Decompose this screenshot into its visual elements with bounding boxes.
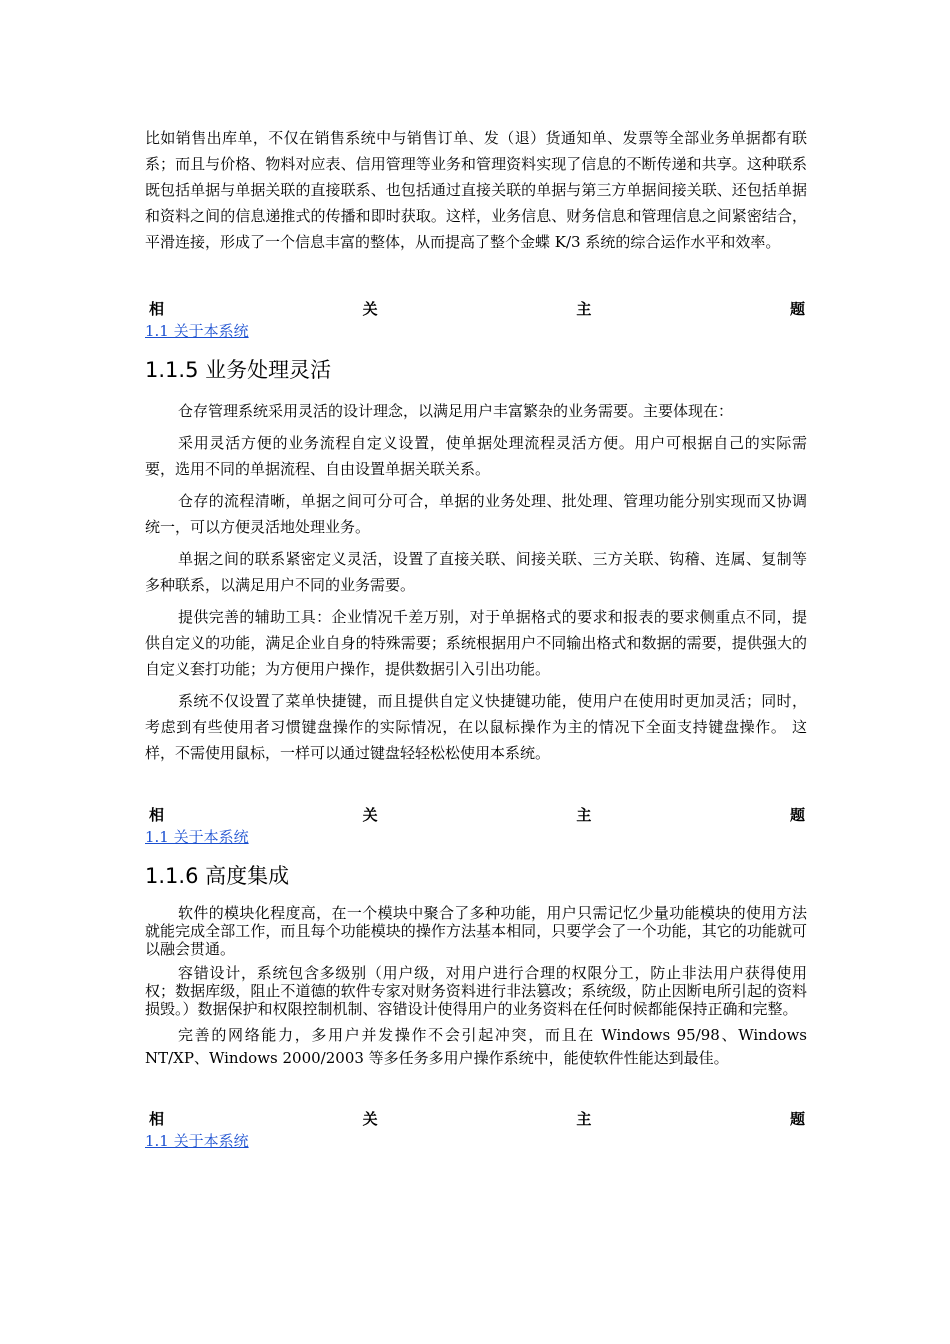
related-topics-heading — [145, 1108, 807, 1130]
related-topics-char: 关 — [362, 300, 378, 318]
section-paragraph: 单据之间的联系紧密定义灵活，设置了直接关联、间接关联、三方关联、钩稽、连属、复制等多种联系，以满足用户不同的业务需要。 — [145, 550, 807, 594]
related-topics-char: 相 — [149, 300, 165, 318]
section-title-1-1-6: 1.1.6 高度集成 — [145, 864, 290, 888]
related-topics-char: 题 — [789, 806, 805, 824]
related-topics-char: 关 — [362, 806, 378, 824]
intro-paragraph: 比如销售出库单，不仅在销售系统中与销售订单、发（退）货通知单、发票等全部业务单据都有联系；而且与价格、物料对应表、信用管理等业务和管理资料实现了信息的不断传递和共享。这种联系既包括单据与单据关联的直接联系、也包括通过直接关联的单据与第三方单据间接关联、还包括单据和资料之间的信息递推式的传播和即时获取。这样，业务信息、财务信息和管理信息之间紧密结合，平滑连接，形成了一个信息丰富的整体，从而提高了整个金蝶 K/3 系统的综合运作水平和效率。 — [145, 129, 807, 251]
section-paragraph: 提供完善的辅助工具：企业情况千差万别，对于单据格式的要求和报表的要求侧重点不同，提供自定义的功能，满足企业自身的特殊需要；系统根据用户不同输出格式和数据的需要，提供强大的自定义套打功能；为方便用户操作，提供数据引入引出功能。 — [145, 608, 807, 678]
section-paragraph: 系统不仅设置了菜单快捷键，而且提供自定义快捷键功能，使用户在使用时更加灵活；同时，考虑到有些使用者习惯键盘操作的实际情况，在以鼠标操作为主的情况下全面支持键盘操作。 这样，不需使用鼠标，一样可以通过键盘轻轻松松使用本系统。 — [145, 692, 807, 762]
related-topics-char: 题 — [789, 300, 805, 318]
related-topic-link[interactable]: 1.1 关于本系统 — [145, 828, 249, 846]
related-topics-char: 题 — [789, 1110, 805, 1128]
related-topic-link[interactable]: 1.1 关于本系统 — [145, 1132, 249, 1150]
related-topics-char: 关 — [362, 1110, 378, 1128]
document-page — [145, 120, 807, 1152]
section-paragraph: 仓存管理系统采用灵活的设计理念，以满足用户丰富繁杂的业务需要。主要体现在： — [178, 402, 734, 420]
section-paragraph: 仓存的流程清晰，单据之间可分可合，单据的业务处理、批处理、管理功能分别实现而又协调统一，可以方便灵活地处理业务。 — [145, 492, 807, 536]
related-topics-char: 相 — [149, 1110, 165, 1128]
related-topics-heading — [145, 804, 807, 826]
related-topics-char: 相 — [149, 806, 165, 824]
section-paragraph: 完善的网络能力，多用户并发操作不会引起冲突，而且在 Windows 95/98、Windows NT/XP、Windows 2000/2003 等多任务多用户操作系统中，能使软件性能达到最佳。 — [145, 1026, 807, 1067]
section-paragraph: 容错设计，系统包含多级别（用户级，对用户进行合理的权限分工，防止非法用户获得使用权；数据库级，阻止不道德的软件专家对财务资料进行非法篡改；系统级，防止因断电所引起的资料损毁。）数据保护和权限控制机制、容错设计使得用户的业务资料在任何时候都能保持正确和完整。 — [145, 964, 807, 1018]
section-title-1-1-5: 1.1.5 业务处理灵活 — [145, 358, 332, 382]
related-topics-char: 主 — [576, 300, 592, 318]
related-topics-char: 主 — [576, 806, 592, 824]
section-paragraph: 软件的模块化程度高，在一个模块中聚合了多种功能，用户只需记忆少量功能模块的使用方法就能完成全部工作，而且每个功能模块的操作方法基本相同，只要学会了一个功能，其它的功能就可以融会贯通。 — [145, 904, 807, 958]
related-topics-char: 主 — [576, 1110, 592, 1128]
related-topics-heading — [145, 298, 807, 320]
section-paragraph: 采用灵活方便的业务流程自定义设置，使单据处理流程灵活方便。用户可根据自己的实际需要，选用不同的单据流程、自由设置单据关联关系。 — [145, 434, 807, 478]
related-topic-link[interactable]: 1.1 关于本系统 — [145, 322, 249, 340]
